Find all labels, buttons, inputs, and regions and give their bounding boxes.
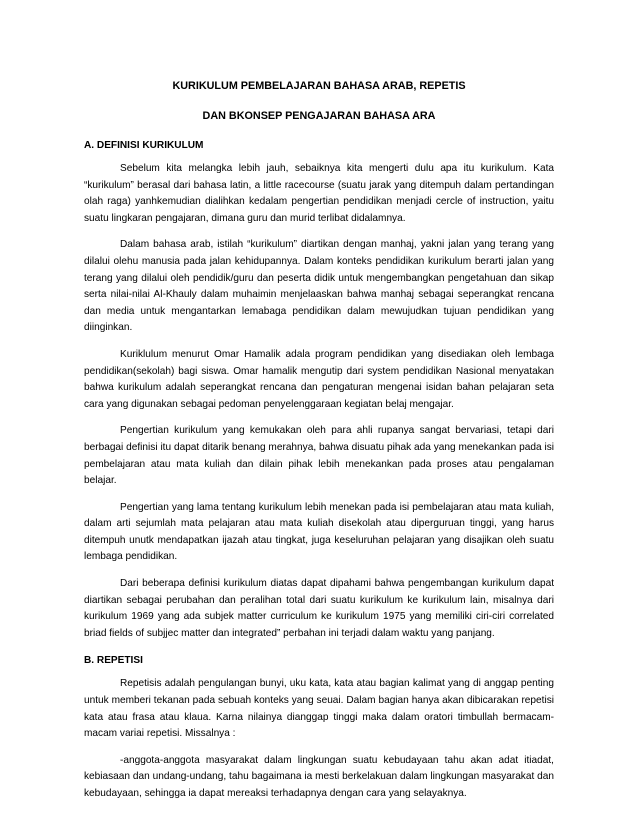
document-title-line-2: DAN BKONSEP PENGAJARAN BAHASA ARA [202,110,436,122]
paragraph: Pengertian kurikulum yang kemukakan oleh para ahli rupanya sangat bervariasi, tetapi dari berbagai definisi itu dapat ditarik benang merahnya, bahwa disuatu pihak ada yang menekankan pada isi pembelajaran atau mata kuliah dan dilain pihak lebih menekankan pada proses atau pengalaman belajar. [84,425,554,487]
document-page [84,78,554,813]
paragraph: Repetisis adalah pengulangan bunyi, uku kata, kata atau bagian kalimat yang di anggap penting untuk memberi tekanan pada sebuah konteks yang seuai. Dalam bagian hanya akan dibicarakan repetisi kata atau frasa atau klaua. Karna nilainya dianggap tinggi maka dalam oratori timbullah bermacam-macam variai repetisi. Missalnya : [84,678,554,740]
section-heading-definisi-kurikulum: A. DEFINISI KURIKULUM [84,140,204,151]
section-heading-repetisi: B. REPETISI [84,655,143,667]
paragraph: -anggota-anggota masyarakat dalam lingkungan suatu kebudayaan tahu akan adat itiadat, kebiasaan dan undang-undang, tahu bagaimana ia mesti berkelakuan dalam lingkungan masyarakat dan kebudayaan, sehingga ia dapat mereaksi terhadapnya dengan cara yang selayaknya. [84,754,554,799]
paragraph: Kuriklulum menurut Omar Hamalik adala program pendidikan yang disediakan oleh lembaga pendidikan(sekolah) bagi siswa. Omar hamalik mengutip dari system pendidikan Nasional menyatakan bahwa kurikulum adalah seperangkat rencana dan pengaturan mengenai isidan bahan pelajaran seta cara yang digunakan sebagai pedoman penyelenggaraan kegiatan belaj mengajar. [84,348,554,410]
paragraph: Dari beberapa definisi kurikulum diatas dapat dipahami bahwa pengembangan kurikulum dapat diartikan sebagai perubahan dan peralihan total dari suatu kurikulum ke kurikulum lain, misalnya dari kurikulum 1969 yang ada subjek matter curriculum ke kurikulum 1975 yang memiliki ciri-ciri correlated briad fields of subjjec matter dan integrated” perbahan ini terjadi dalam waktu yang panjang. [84,578,554,639]
paragraph: Dalam bahasa arab, istilah “kurikulum” diartikan dengan manhaj, yakni jalan yang terang yang dilalui olehu manusia pada jalan kehidupannya. Dalam konteks pendidikan kurikulum berarti jalan yang terang yang dilalui oleh pendidik/guru dan peserta didik untuk mengembangkan pengetahuan dan sikap serta nilai-nilai Al-Khauly dalam muhaimin menjelaaskan bahwa manhaj sebagai seperangkat rencana dan media untuk mengantarkan lemabaga pendidikan dalam mewujudkan tujuan pendidikan yang diinginkan. [84,239,554,334]
paragraph: Pengertian yang lama tentang kurikulum lebih menekan pada isi pembelajaran atau mata kuliah, dalam arti sejumlah mata pelajaran atau mata kuliah disekolah atau diperguruan tinggi, yang harus ditempuh unutk mendapatkan ijazah atau tingkat, juga keseluruhan pelajaran yang disajikan oleh suatu lembaga pendidikan. [84,501,554,563]
document-title-line-1: KURIKULUM PEMBELAJARAN BAHASA ARAB, REPETIS [172,80,466,92]
paragraph: Sebelum kita melangka lebih jauh, sebaiknya kita mengerti dulu apa itu kurikulum. Kata “kurikulum” berasal dari bahasa latin, a little racecourse (suatu jarak yang ditempuh dalam pertandingan olah raga) yanhkemudian dialihkan kedalam pengertian pendidikan menjadi cercle of instruction, yaitu suatu lingkaran pengajaran, dimana guru dan murid terlibat didalamnya. [84,163,554,224]
